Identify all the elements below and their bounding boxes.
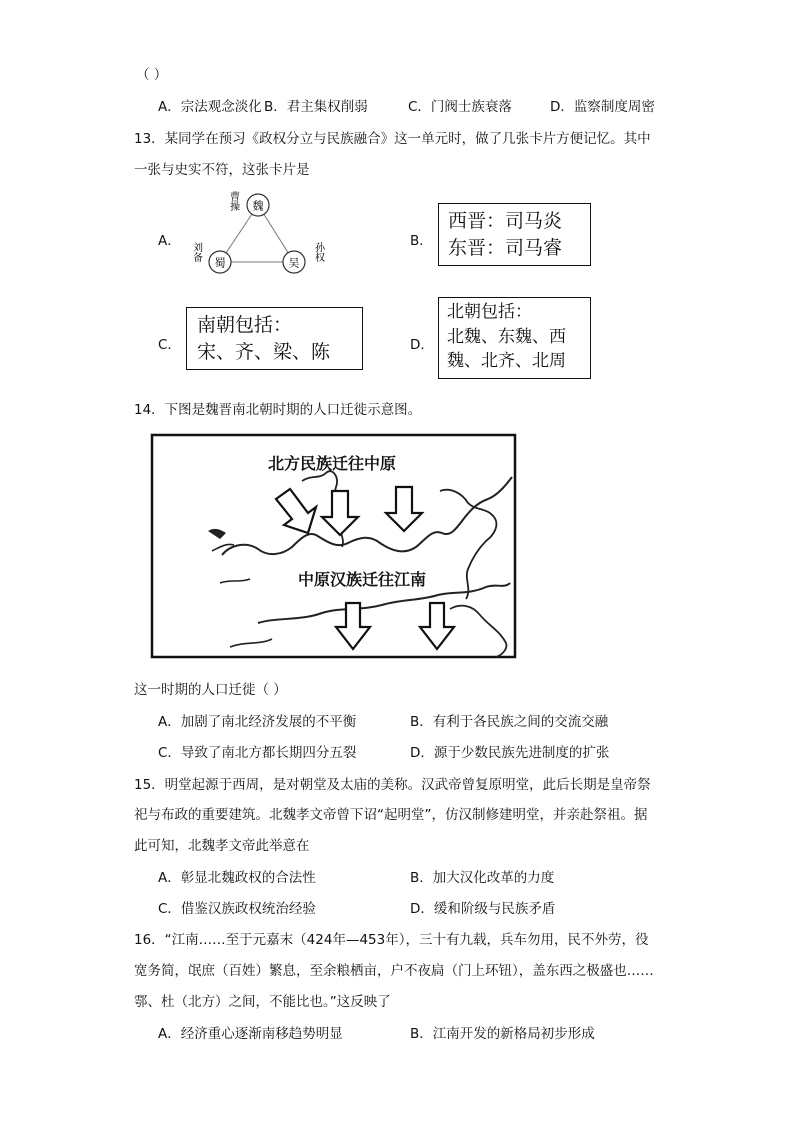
shu-label: 蜀 — [214, 256, 226, 270]
three-kingdoms-diagram — [180, 188, 340, 280]
card-b — [438, 203, 591, 266]
q12-option-b: B．君主集权削弱 — [264, 99, 368, 115]
cao-cao-label: 曹操 — [227, 191, 239, 211]
card-c-line1: 南朝包括： — [197, 314, 293, 336]
card-c — [186, 307, 363, 370]
q13-option-a-label: A． — [158, 233, 181, 249]
q13-option-b-label: B． — [410, 233, 433, 249]
card-d-line1: 北朝包括： — [447, 302, 532, 322]
liu-bei-label: 刘备 — [190, 242, 202, 262]
map-label-south: 中原汉族迁往江南 — [298, 570, 427, 589]
sun-quan-label: 孙权 — [312, 242, 324, 262]
q13-option-d-label: D． — [410, 337, 434, 353]
q14-question: 这一时期的人口迁徙（ ） — [134, 682, 287, 698]
q12-bracket: （ ） — [136, 67, 168, 83]
q14-option-b: B．有利于各民族之间的交流交融 — [410, 714, 609, 730]
card-d-line3: 魏、北齐、北周 — [447, 351, 566, 371]
q16-line2: 宽务简，氓庶（百姓）繁息，至余粮栖亩，户不夜扃（门上环钮），盖东西之极盛也…… — [134, 963, 654, 979]
card-d — [438, 297, 591, 379]
q14-option-c: C．导致了南北方都长期四分五裂 — [158, 745, 357, 761]
q13-stem-line1: 13．某同学在预习《政权分立与民族融合》这一单元时，做了几张卡片方便记忆。其中 — [134, 131, 651, 147]
q12-option-c: C．门阀士族衰落 — [408, 99, 512, 115]
wu-label: 吴 — [288, 256, 300, 270]
q16-line3: 鄠、杜（北方）之间，不能比也。”这反映了 — [134, 994, 391, 1010]
q15-line2: 祀与布政的重要建筑。北魏孝文帝曾下诏“起明堂”，仿汉制修建明堂，并亲赴祭祖。据 — [134, 807, 648, 823]
q15-line3: 此可知，北魏孝文帝此举意在 — [134, 838, 310, 854]
q16-option-b: B．江南开发的新格局初步形成 — [410, 1026, 595, 1042]
q13-option-c-label: C． — [158, 337, 181, 353]
card-c-line2: 宋、齐、梁、陈 — [197, 341, 331, 363]
q14-stem: 14．下图是魏晋南北朝时期的人口迁徙示意图。 — [134, 402, 422, 418]
q15-option-c: C．借鉴汉族政权统治经验 — [158, 901, 316, 917]
q14-option-a: A．加剧了南北经济发展的不平衡 — [158, 714, 357, 730]
q15-option-d: D．缓和阶级与民族矛盾 — [410, 901, 556, 917]
q15-option-b: B．加大汉化改革的力度 — [410, 870, 555, 886]
map-label-north: 北方民族迁往中原 — [268, 454, 397, 473]
card-b-line1: 西晋：司马炎 — [448, 210, 563, 232]
q13-stem-line2: 一张与史实不符，这张卡片是 — [134, 162, 310, 178]
q14-option-d: D．源于少数民族先进制度的扩张 — [410, 745, 610, 761]
q15-line1: 15．明堂起源于西周，是对朝堂及太庙的美称。汉武帝曾复原明堂，此后长期是皇帝祭 — [134, 777, 651, 793]
q12-option-d: D．监察制度周密 — [550, 99, 655, 115]
q16-option-a: A．经济重心逐渐南移趋势明显 — [158, 1026, 343, 1042]
q12-option-a: A．宗法观念淡化 — [158, 99, 262, 115]
card-d-line2: 北魏、东魏、西 — [447, 327, 566, 347]
q16-line1: 16．“江南……至于元嘉末（424年—453年），三十有九载，兵车勿用，民不外劳，役 — [134, 932, 649, 948]
q15-option-a: A．彰显北魏政权的合法性 — [158, 870, 316, 886]
card-b-line2: 东晋：司马睿 — [448, 237, 563, 259]
migration-map — [150, 433, 518, 659]
wei-label: 魏 — [252, 199, 264, 213]
